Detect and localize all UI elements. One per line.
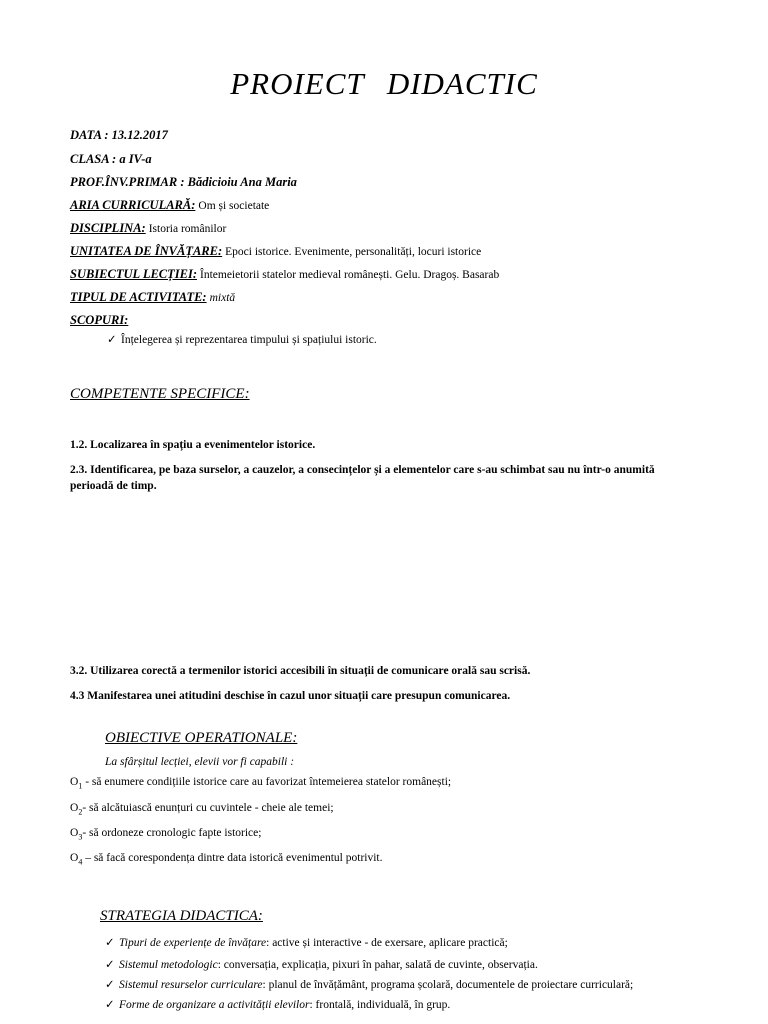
- strategy-label: Sistemul metodologic: [119, 959, 218, 971]
- checkmark-icon: ✓: [105, 937, 115, 949]
- competenta-1-2: 1.2. Localizarea în spațiu a evenimentelor istorice.: [70, 439, 316, 451]
- objective-2: [70, 802, 334, 816]
- header-date: [70, 127, 168, 143]
- header-curricular-area-value: Om și societate: [198, 200, 270, 212]
- purpose-item: [107, 332, 377, 348]
- strategy-text: : frontală, individuală, în grup.: [309, 999, 451, 1011]
- strategy-label: Sistemul resurselor curriculare: [119, 979, 263, 991]
- objective-index: 3: [78, 832, 83, 842]
- objective-text: – să facă corespondența dintre data istorică evenimentul potrivit.: [82, 852, 383, 864]
- header-discipline-label: DISCIPLINA:: [70, 221, 146, 235]
- header-lesson-subject: [70, 266, 499, 283]
- competenta-2-3: 2.3. Identificarea, pe baza surselor, a cauzelor, a consecințelor și a elementelor care s-au schimbat sau nu într-o anumită perioadă de timp.: [70, 464, 655, 492]
- obiective-title: OBIECTIVE OPERATIONALE:: [105, 730, 298, 746]
- competenta-4-3: 4.3 Manifestarea unei atitudini deschise în cazul unor situații care presupun comunicarea.: [70, 690, 511, 702]
- strategia-title: STRATEGIA DIDACTICA:: [100, 908, 263, 924]
- checkmark-icon: ✓: [105, 999, 115, 1011]
- header-learning-unit-label: UNITATEA DE ÎNVĂȚARE:: [70, 244, 223, 258]
- page-title: PROIECT DIDACTIC: [230, 66, 538, 101]
- header-teacher-label: PROF.ÎNV.PRIMAR : Bădicioiu Ana Maria: [70, 175, 297, 189]
- objective-index: 4: [78, 857, 83, 867]
- header-class: [70, 151, 152, 167]
- purpose-item-text: Înțelegerea și reprezentarea timpului și spațiului istoric.: [121, 334, 377, 346]
- objective-text: - să ordoneze cronologic fapte istorice;: [82, 827, 262, 839]
- objective-index: 2: [78, 807, 83, 817]
- header-purposes: [70, 312, 128, 328]
- strategy-label: Forme de organizare a activității elevilor: [119, 999, 310, 1011]
- objective-4: [70, 852, 382, 866]
- header-date-label: DATA : 13.12.2017: [70, 128, 168, 142]
- header-learning-unit: [70, 243, 481, 260]
- header-learning-unit-value: Epoci istorice. Evenimente, personalități, locuri istorice: [225, 246, 482, 258]
- competente-title: COMPETENTE SPECIFICE:: [70, 386, 250, 402]
- header-curricular-area-label: ARIA CURRICULARĂ:: [70, 198, 196, 212]
- objective-code: O: [70, 852, 79, 864]
- obiective-intro: La sfârșitul lecției, elevii vor fi capabili :: [105, 756, 295, 768]
- objective-code: O: [70, 827, 79, 839]
- strategy-text: : planul de învățământ, programa școlară, documentele de proiectare curriculară;: [262, 979, 634, 991]
- strategy-item-2: [105, 957, 538, 971]
- header-curricular-area: [70, 197, 269, 214]
- checkmark-icon: ✓: [105, 959, 115, 971]
- header-lesson-subject-value: Întemeietorii statelor medieval românești. Gelu. Dragoș. Basarab: [200, 269, 500, 281]
- strategy-text: : active și interactive - de exersare, aplicare practică;: [266, 937, 508, 949]
- header-teacher: [70, 174, 297, 190]
- header-activity-type-label: TIPUL DE ACTIVITATE:: [70, 290, 207, 304]
- checkmark-icon: ✓: [105, 979, 115, 991]
- strategy-item-4: [105, 997, 450, 1011]
- header-lesson-subject-label: SUBIECTUL LECȚIEI:: [70, 267, 197, 281]
- header-discipline-value: Istoria românilor: [148, 223, 227, 235]
- checkmark-icon: ✓: [107, 334, 117, 346]
- strategy-item-3: [105, 977, 633, 991]
- objective-1: [70, 776, 451, 790]
- objective-code: O: [70, 776, 79, 788]
- header-discipline: [70, 220, 226, 237]
- strategy-label: Tipuri de experiențe de învățare: [119, 937, 267, 949]
- header-activity-type: [70, 289, 235, 306]
- objective-3: [70, 827, 261, 841]
- strategy-text: : conversația, explicația, pixuri în pahar, salată de cuvinte, observația.: [217, 959, 538, 971]
- competenta-3-2: 3.2. Utilizarea corectă a termenilor istorici accesibili în situații de comunicare orală sau scrisă.: [70, 665, 531, 677]
- objective-code: O: [70, 802, 79, 814]
- header-class-label: CLASA : a IV-a: [70, 152, 152, 166]
- objective-text: - să alcătuiască enunțuri cu cuvintele - cheie ale temei;: [82, 802, 334, 814]
- objective-index: 1: [78, 781, 83, 791]
- header-activity-type-value: mixtă: [209, 292, 236, 304]
- strategy-item-1: [105, 935, 508, 949]
- objective-text: - să enumere condițiile istorice care au favorizat întemeierea statelor românești;: [82, 776, 452, 788]
- header-purposes-label: SCOPURI:: [70, 313, 129, 327]
